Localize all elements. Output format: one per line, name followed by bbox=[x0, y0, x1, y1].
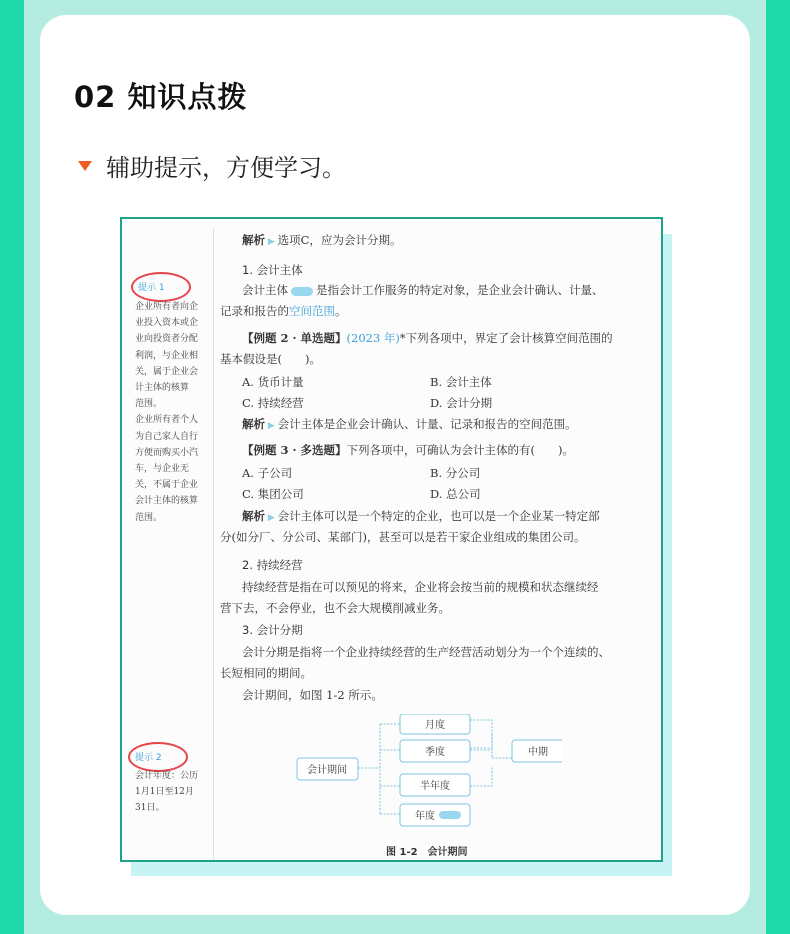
tip1-line: 业投入资本或企 bbox=[135, 318, 199, 329]
diagram-mid-label: 中期 bbox=[528, 747, 548, 758]
analysis-text: 选项C，应为会计分期。 bbox=[277, 233, 402, 247]
paragraph-line: 会计分期是指将一个企业持续经营的生产经营活动划分为一个个连续的、 bbox=[242, 645, 610, 659]
tip1-label: 提示 1 bbox=[138, 283, 165, 293]
paragraph-line: 长短相同的期间。 bbox=[220, 666, 312, 680]
analysis-text-cont: 分(如分厂、分公司、某部门)，甚至可以是若干家企业组成的集团公司。 bbox=[220, 530, 586, 544]
tip1-line: 关，属于企业会 bbox=[135, 366, 199, 377]
example-question: *下列各项中，界定了会计核算空间范围的 bbox=[399, 331, 613, 345]
tip1-line: 范围。 bbox=[135, 512, 163, 523]
analysis-text: 会计主体是企业会计确认、计量、记录和报告的空间范围。 bbox=[277, 417, 577, 431]
diagram-node-label: 半年度 bbox=[420, 781, 450, 792]
option: A. 子公司 bbox=[242, 466, 293, 480]
tip2-note bbox=[135, 768, 198, 817]
analysis-line-3 bbox=[242, 507, 600, 527]
paragraph-text: 。 bbox=[335, 304, 347, 318]
tip1-line: 企业所有者向企 bbox=[135, 302, 199, 312]
paragraph-line: 持续经营是指在可以预见的将来，企业将会按当前的规模和状态继续经 bbox=[242, 580, 599, 594]
option: C. 持续经营 bbox=[242, 396, 304, 410]
option: B. 分公司 bbox=[430, 466, 481, 480]
tip1-note bbox=[135, 299, 198, 526]
tip1-line: 业向投资者分配 bbox=[135, 334, 199, 345]
example-2-header bbox=[242, 329, 613, 347]
example-3-header bbox=[242, 441, 574, 459]
tip1-line: 为自己家人自行 bbox=[135, 431, 199, 442]
margin-divider bbox=[213, 229, 214, 860]
paragraph-text: 记录和报告的 bbox=[220, 304, 289, 318]
tip2-label: 提示 2 bbox=[135, 753, 162, 763]
analysis-line-1 bbox=[242, 231, 401, 251]
heading-accounting-period: 3. 会计分期 bbox=[242, 623, 303, 637]
analysis-label: 解析 bbox=[242, 509, 265, 523]
arrow-marker-icon: ▶ bbox=[265, 421, 278, 431]
analysis-line-2 bbox=[242, 415, 577, 435]
diagram-node-label: 年度 bbox=[415, 811, 435, 822]
tip1-line: 范围。 bbox=[135, 399, 163, 410]
example-year: (2023 年) bbox=[346, 331, 400, 345]
triangle-bullet-icon bbox=[78, 161, 92, 171]
example-label: 【例题 3 · 多选题】 bbox=[242, 443, 347, 457]
tip1-line: 企业所有者个人 bbox=[135, 415, 199, 426]
example-label: 【例题 2 · 单选题】 bbox=[242, 331, 347, 345]
arrow-marker-icon: ▶ bbox=[265, 237, 278, 247]
option: C. 集团公司 bbox=[242, 487, 304, 501]
option: A. 货币计量 bbox=[242, 375, 304, 389]
tip1-line: 会计主体的核算 bbox=[135, 496, 199, 507]
tip1-line: 计主体的核算 bbox=[135, 383, 190, 394]
figure-caption: 图 1-2 会计期间 bbox=[386, 847, 468, 858]
key-term-pill-icon bbox=[291, 287, 313, 296]
arrow-marker-icon: ▶ bbox=[265, 513, 278, 523]
key-term-pill-icon bbox=[439, 811, 461, 819]
highlighted-term: 空间范围 bbox=[289, 304, 335, 318]
tip2-line: 会计年度：公历 bbox=[135, 771, 199, 781]
paragraph-line bbox=[242, 281, 604, 299]
diagram-node-label: 季度 bbox=[425, 747, 445, 758]
analysis-text: 会计主体可以是一个特定的企业，也可以是一个企业某一特定部 bbox=[277, 509, 600, 523]
accounting-period-diagram bbox=[292, 714, 562, 840]
diagram-node-label: 月度 bbox=[425, 720, 445, 731]
analysis-label: 解析 bbox=[242, 233, 265, 247]
tip1-line: 车，与企业无 bbox=[135, 464, 190, 475]
section-title: 02 知识点拨 bbox=[74, 80, 248, 114]
term: 会计主体 bbox=[242, 283, 288, 297]
paragraph-text: 是指会计工作服务的特定对象，是企业会计确认、计量、 bbox=[316, 283, 604, 297]
book-page-image bbox=[120, 217, 663, 862]
paragraph-line: 会计期间，如图 1-2 所示。 bbox=[242, 688, 383, 702]
paragraph-line: 营下去，不会停业，也不会大规模削减业务。 bbox=[220, 601, 450, 615]
option: D. 总公司 bbox=[430, 487, 481, 501]
heading-going-concern: 2. 持续经营 bbox=[242, 558, 303, 572]
example-question: 下列各项中，可确认为会计主体的有( )。 bbox=[346, 443, 574, 457]
tip1-line: 关，不属于企业 bbox=[135, 480, 199, 491]
example-question-cont: 基本假设是( )。 bbox=[220, 352, 321, 366]
subtitle-row bbox=[78, 148, 346, 183]
diagram-root-label: 会计期间 bbox=[307, 765, 347, 776]
heading-accounting-entity: 1. 会计主体 bbox=[242, 263, 303, 277]
tip1-line: 方便而购买小汽 bbox=[135, 447, 199, 458]
tip1-line: 利润，与企业相 bbox=[135, 350, 199, 361]
analysis-label: 解析 bbox=[242, 417, 265, 431]
subtitle: 辅助提示，方便学习。 bbox=[106, 154, 346, 182]
option: B. 会计主体 bbox=[430, 375, 492, 389]
tip2-line: 1月1日至12月 bbox=[135, 787, 194, 798]
option: D. 会计分期 bbox=[430, 396, 493, 410]
content-card bbox=[40, 15, 750, 915]
tip2-line: 31日。 bbox=[135, 803, 165, 814]
paragraph-line bbox=[220, 302, 347, 320]
